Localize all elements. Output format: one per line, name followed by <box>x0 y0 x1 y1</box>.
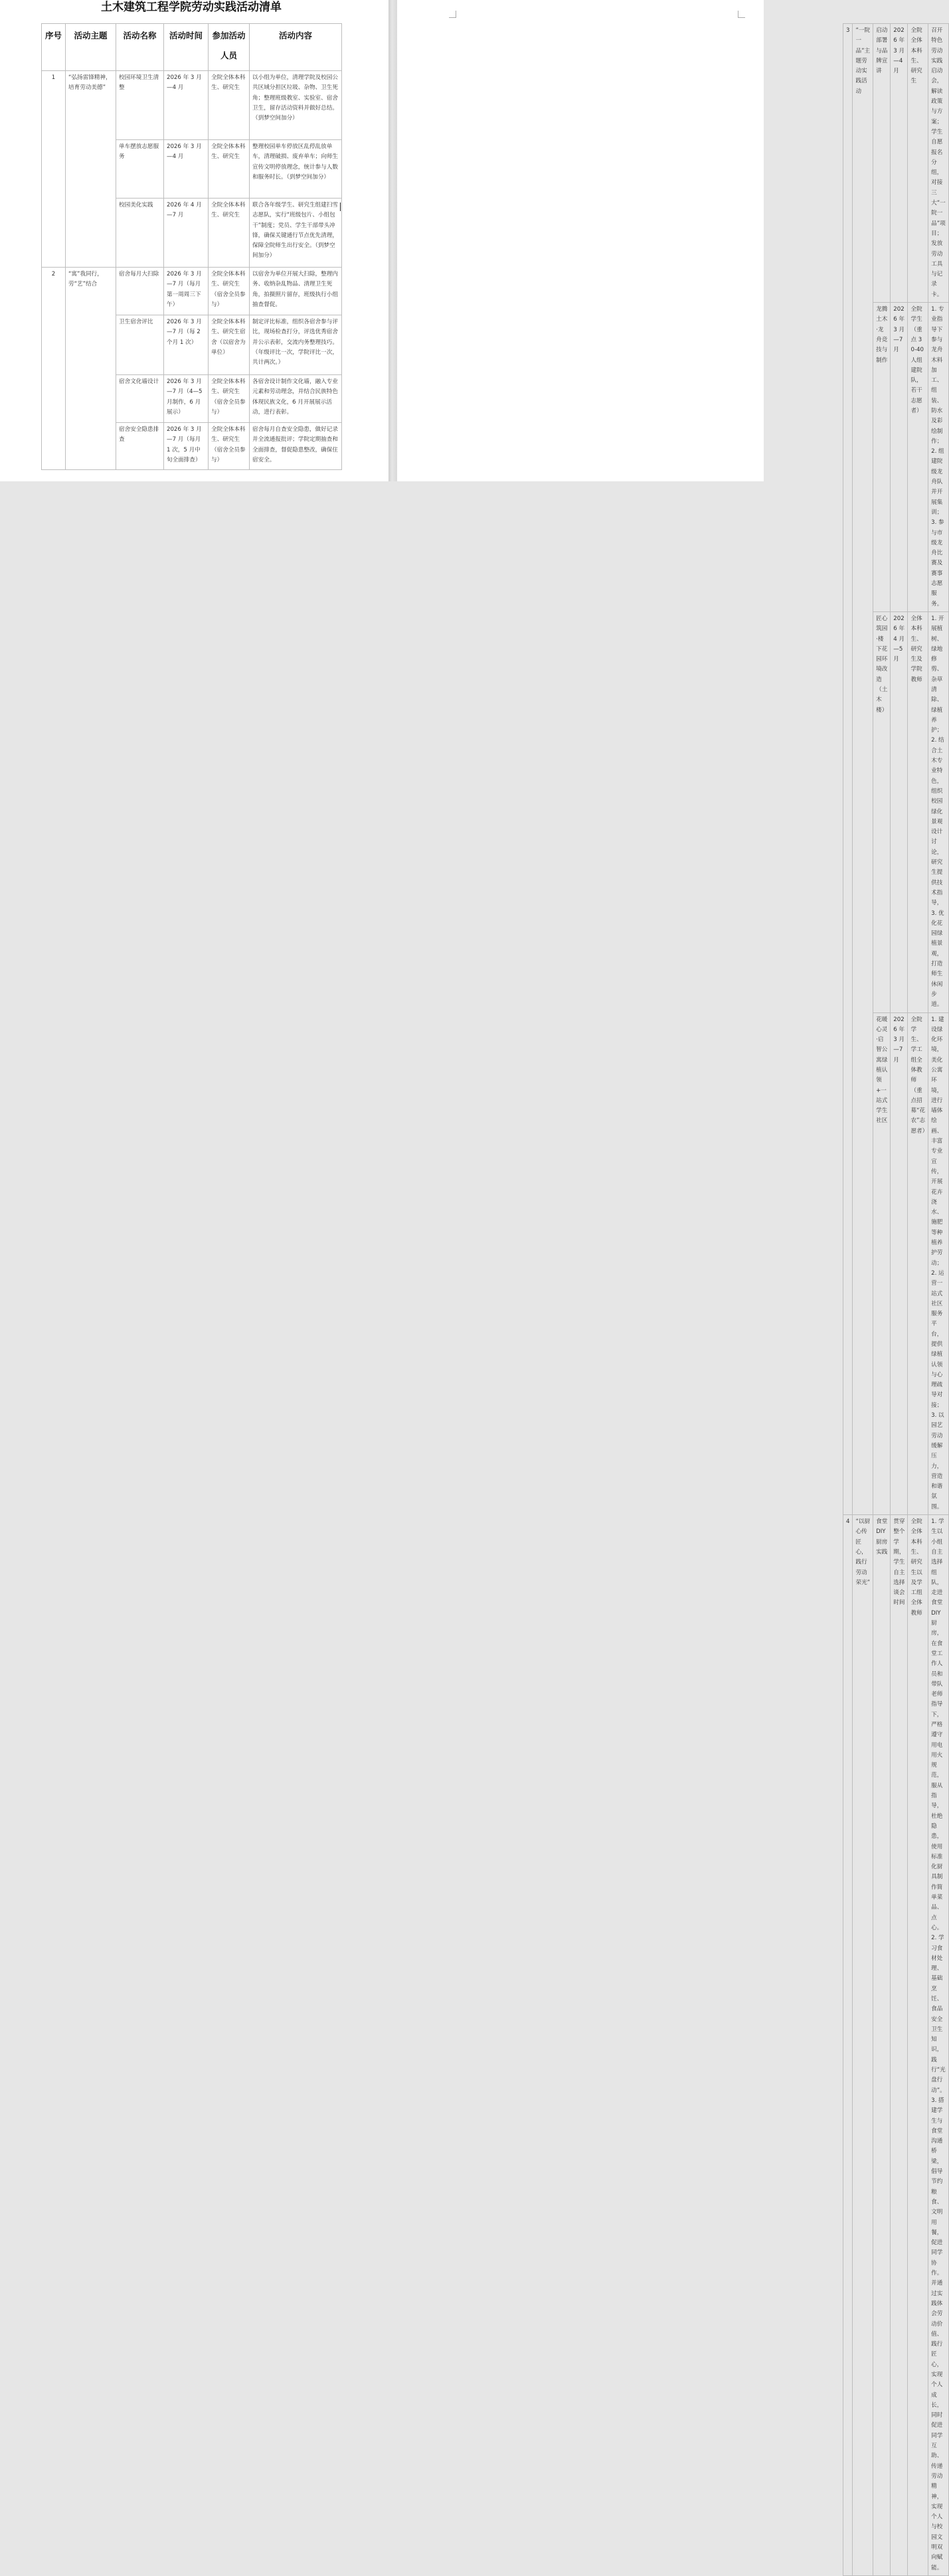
activity-name: 单车摆放志愿服务 <box>116 140 164 199</box>
activity-table-right <box>843 23 949 2576</box>
activity-time: 2026 年 3 月—4 月 <box>164 71 209 140</box>
activity-table-left <box>41 23 342 470</box>
activity-name: 校园环境卫生清整 <box>116 71 164 140</box>
activity-people: 全院全体本科生、研究生 <box>209 140 250 199</box>
activity-name: 花暖心灵·启智公寓绿植认领+一站式学生社区 <box>873 1012 891 1515</box>
activity-people: 全院全体本科生、研究生（宿舍全员参与） <box>209 268 250 315</box>
activity-time: 2026 年 3 月—7 月（每 2 个月 1 次） <box>164 315 209 375</box>
document-page-right <box>397 0 946 2571</box>
activity-content: 整理校园单车停放区乱停乱放单车，清理破损、废弃单车；向师生宣传文明停放理念，统计参与人数和服务时长。（到梦空间加分） <box>250 140 342 199</box>
table-row <box>843 1515 949 2576</box>
activity-people: 全院全体本科生、研究生宿舍（以宿舍为单位） <box>209 315 250 375</box>
header-time: 活动时间 <box>164 24 209 71</box>
activity-people: 全院学生、学工组全体教师（重点招募“花农”志愿者） <box>908 1012 928 1515</box>
group-theme: “一院一品”主题劳动实践活动 <box>853 24 873 1515</box>
header-name: 活动名称 <box>116 24 164 71</box>
activity-name: 宿舍文化墙设计 <box>116 375 164 423</box>
activity-name: 龙腾土木·龙舟竞技与制作 <box>873 303 891 612</box>
activity-time: 2026 年 4 月—7 月 <box>164 199 209 268</box>
activity-content: 1. 开展植树、绿地修剪、杂草清除、绿植养护；2. 结合土木专业特色，组织校园绿化景观设计讨论，研究生提供技术指导，3. 优化花园绿植景观，打造师生休闲步道。 <box>928 611 949 1012</box>
activity-name: 宿舍每月大扫除 <box>116 268 164 315</box>
header-theme: 活动主题 <box>66 24 116 71</box>
document-title: 土木建筑工程学院劳动实践活动清单 <box>101 1 282 14</box>
activity-time: 2026 年 3 月—4 月 <box>891 24 908 303</box>
text-cursor <box>340 202 341 211</box>
activity-people: 全院全体本科生、研究生（宿舍全员参与） <box>209 423 250 470</box>
activity-time: 2026 年 3 月—7 月 <box>891 1012 908 1515</box>
activity-name: 校园美化实践 <box>116 199 164 268</box>
activity-name: 卫生宿舍评比 <box>116 315 164 375</box>
activity-time: 2026 年 3 月—7 月（每月第一周周三下午） <box>164 268 209 315</box>
activity-people: 全院学生（重点 30-40 人组建院队，若干志愿者） <box>908 303 928 612</box>
activity-content: 宿舍每月自查安全隐患，做好记录并全流通报批评；学院定期抽查和全面排查，督促隐患整改，确保住宿安全。 <box>250 423 342 470</box>
header-people: 参加活动人员 <box>209 24 250 71</box>
activity-name: 启动部署与品牌宣讲 <box>873 24 891 303</box>
table-row <box>42 71 342 140</box>
activity-time: 贯穿整个学期，学生自主选择谈会时间 <box>891 1515 908 2576</box>
activity-people: 全体本科生、研究生及学院教师 <box>908 611 928 1012</box>
group-number: 1 <box>42 71 66 268</box>
table-row <box>42 268 342 315</box>
activity-people: 全院全体本科生、研究生 <box>209 199 250 268</box>
activity-content: 1. 专业指导下参与龙舟木料加工、组装、防水及彩绘制作；2. 组建院级龙舟队并开展集训；3. 参与市级龙舟比赛及赛事志愿服务。 <box>928 303 949 612</box>
activity-time: 2026 年 3 月—7 月（4—5 月制作，6 月展示） <box>164 375 209 423</box>
group-number: 3 <box>843 24 853 1515</box>
activity-content: 联合各年级学生、研究生组建扫雪志愿队，实行“班级包片、小组包干”制度；党员、学生干部带头冲锋，确保关键通行节点优先清理，保障全院师生出行安全。（到梦空间加分） <box>250 199 342 268</box>
activity-time: 2026 年 4 月—5 月 <box>891 611 908 1012</box>
activity-people: 全院全体本科生、研究生 <box>209 71 250 140</box>
activity-time: 2026 年 3 月—7 月 <box>891 303 908 612</box>
activity-name: 匠心筑园·楼下花园环境改造（土木楼） <box>873 611 891 1012</box>
activity-time: 2026 年 3 月—7 月（每月 1 次，5 月中旬全面排查） <box>164 423 209 470</box>
activity-name: 宿舍安全隐患排查 <box>116 423 164 470</box>
header-no: 序号 <box>42 24 66 71</box>
activity-content: 1. 学生以小组自主选择组队，走进食堂 DIY 厨房，在食堂工作人员和带队老师指导下，严格遵守用电用火规范，服从指导，杜绝隐患，使用标准化厨具制作简单菜品、点心。2. 学习食材处理、基础烹饪、食品安全卫生知识，践行“光盘行动”。3. 搭建学生与食堂沟通桥梁，倡导节约粮食、文明用餐，促进同学协作。并通过实践体会劳动价值、践行匠心，实现个人成长，同时促进同学互助、传递劳动精神，实现个人与校园文明双向赋能。 <box>928 1515 949 2576</box>
activity-people: 全院全体本科生、研究生 <box>908 24 928 303</box>
activity-content: 各宿舍设计制作文化墙，融入专业元素和劳动理念，并结合民族特色体现民族文化，6 月开展展示活动，进行表彰。 <box>250 375 342 423</box>
group-theme: “以厨心传匠心，践行劳动荣光” <box>853 1515 873 2576</box>
group-theme: “寓”我同行，劳“艺”结合 <box>66 268 116 470</box>
page-gutter <box>388 0 397 481</box>
activity-content: 以宿舍为单位开展大扫除，整理内务、收纳杂乱物品、清理卫生死角，拍摄照片留存，班级执行小组抽查督促。 <box>250 268 342 315</box>
crop-mark <box>449 11 456 18</box>
activity-content: 召开特色劳动实践启动会，解读政策与方案；学生自愿报名分组，对接三大“一院一品”项目；发放劳动工具与记录卡。 <box>928 24 949 303</box>
activity-people: 全院全体本科生、研究生以及学工组全体教师 <box>908 1515 928 2576</box>
crop-mark <box>738 11 745 18</box>
activity-content: 制定评比标准，组织各宿舍参与评比，现场检查打分，评选优秀宿舍并公示表彰，交流内务整理技巧。（年级评比一次，学院评比一次，共计两次。） <box>250 315 342 375</box>
group-theme: “弘扬雷锋精神，培育劳动美德” <box>66 71 116 268</box>
activity-content: 以小组为单位，清理学院及校园公共区域分担区垃圾、杂物、卫生死角；整理班级教室、实验室、宿舍卫生，留存活动资料并做好总结。（到梦空间加分） <box>250 71 342 140</box>
activity-content: 1. 建设绿化环境，美化公寓环境，进行墙体绘画、丰富专业宣传，开展花卉浇水、施肥等种植养护劳动；2. 运营一站式社区服务平台，提供绿植认领与心理疏导对接；3. 以园艺劳动缓解压力，营造和谐氛围。 <box>928 1012 949 1515</box>
group-number: 2 <box>42 268 66 470</box>
activity-name: 食堂 DIY 厨房实践 <box>873 1515 891 2576</box>
table-row <box>843 24 949 303</box>
group-number: 4 <box>843 1515 853 2576</box>
activity-people: 全院全体本科生、研究生（宿舍全员参与） <box>209 375 250 423</box>
activity-time: 2026 年 3 月—4 月 <box>164 140 209 199</box>
document-page-left <box>0 0 388 481</box>
header-content: 活动内容 <box>250 24 342 71</box>
